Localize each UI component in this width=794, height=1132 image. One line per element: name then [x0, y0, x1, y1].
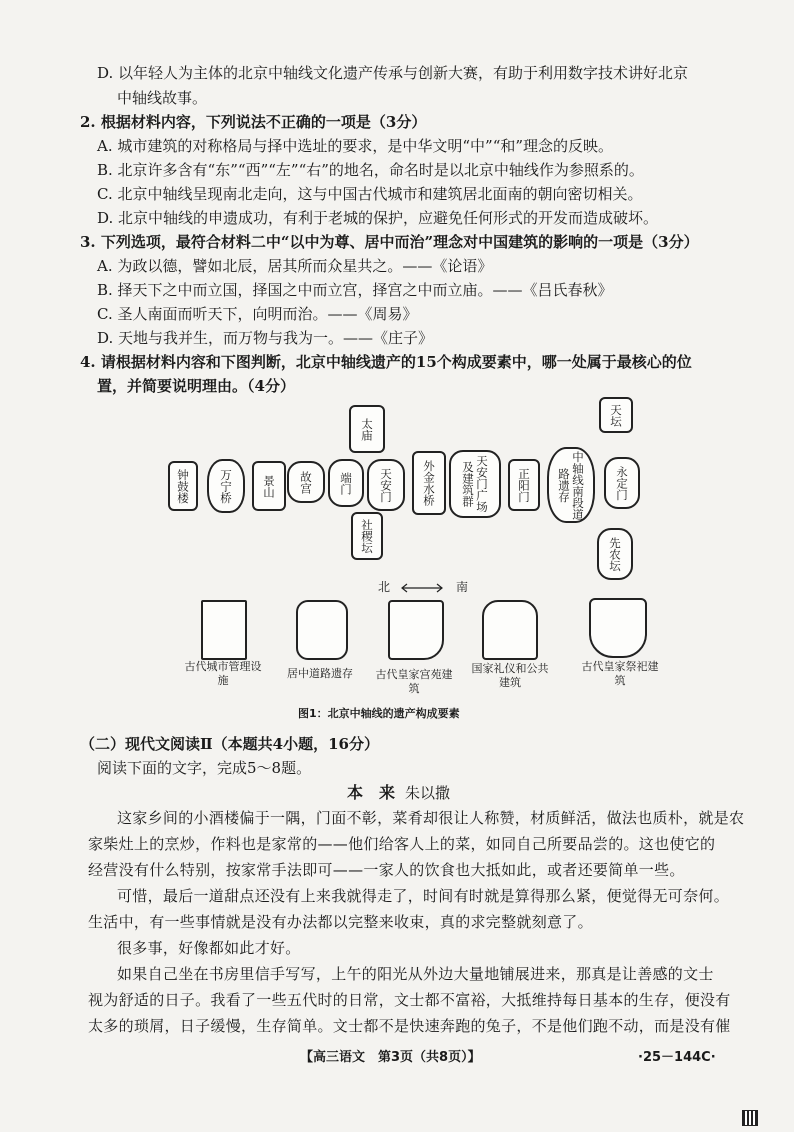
option-d-line2: 中轴线故事。: [117, 89, 208, 107]
passage-line: 如果自己坐在书房里信手写写，上午的阳光从外边大量地铺展进来，那真是让善感的文士: [117, 965, 714, 983]
q2-option-c: C. 北京中轴线呈现南北走向，这与中国古代城市和建筑居北面南的朝向密切相关。: [97, 185, 643, 203]
passage-line: 生活中，有一些事情就是没有办法都以完整来收束，真的求完整就刻意了。: [88, 913, 593, 931]
passage-line: 很多事，好像都如此才好。: [117, 939, 301, 957]
element-jingshan: 景山: [252, 461, 286, 511]
section-heading: （二）现代文阅读Ⅱ（本题共4小题，16分）: [80, 735, 379, 753]
q2-option-d: D. 北京中轴线的申遗成功，有利于老城的保护，应避免任何形式的开发而造成破坏。: [97, 209, 659, 227]
passage-title: 本 来: [347, 783, 396, 802]
element-waijinshuiqiao: 外金水桥: [412, 451, 446, 515]
element-wanningqiao: 万宁桥: [207, 459, 245, 513]
legend-label-ritual-public: 国家礼仪和公共建筑: [471, 662, 549, 689]
q3-option-a: A. 为政以德，譬如北辰，居其所而众星共之。——《论语》: [97, 257, 493, 275]
north-label: 北: [378, 580, 391, 594]
passage-line: 这家乡间的小酒楼偏于一隅，门面不彰，菜肴却很让人称赞，材质鲜活，做法也质朴，就是农: [117, 809, 745, 827]
element-shejitan: 社稷坛: [351, 512, 383, 560]
element-duanmen: 端门: [328, 459, 364, 507]
passage-line: 经营没有什么特别，按家常手法即可——一家人的饮食也大抵如此，或者还要简单一些。: [88, 861, 685, 879]
passage-line: 可惜，最后一道甜点还没有上来我就得走了，时间有时就是算得那么紧，便觉得无可奈何。: [117, 887, 730, 905]
direction-arrow-icon: [398, 582, 446, 594]
figure-caption: 图1：北京中轴线的遗产构成要素: [298, 707, 460, 720]
passage-line: 太多的琐屑，日子缓慢，生存简单。文士都不是快速奔跑的兔子，不是他们跑不动，而是没有催: [88, 1017, 731, 1035]
question-4-line1: 4. 请根据材料内容和下图判断，北京中轴线遗产的15个构成要素中，哪一处属于最核心的位: [80, 353, 692, 371]
element-tiananmen: 天安门: [367, 459, 405, 511]
question-2-stem: 2. 根据材料内容，下列说法不正确的一项是（3分）: [80, 113, 427, 131]
legend-shape-ritual-public: [482, 600, 538, 660]
legend-shape-sacrificial: [589, 598, 647, 658]
passage-author: 朱以撒: [405, 784, 451, 802]
element-tiantan: 天坛: [599, 397, 633, 433]
element-south-road-remains: 中轴线南段道路遗存: [547, 447, 595, 523]
q2-option-b: B. 北京许多含有“东”“西”“左”“右”的地名，命名时是以北京中轴线作为参照系的。: [97, 161, 644, 179]
element-xiannongtan: 先农坛: [597, 528, 633, 580]
option-d-line1: D. 以年轻人为主体的北京中轴线文化遗产传承与创新大赛，有助于利用数字技术讲好北京: [97, 64, 689, 82]
qr-code-icon: [742, 1110, 758, 1126]
element-tiananmen-square: 天安门广场及建筑群: [449, 450, 501, 518]
page-footer: 【高三语文 第3页（共8页）】: [300, 1050, 481, 1065]
q2-option-a: A. 城市建筑的对称格局与择中选址的要求，是中华文明“中”“和”理念的反映。: [97, 137, 614, 155]
question-4-line2: 置，并简要说明理由。（4分）: [97, 377, 295, 395]
legend-label-city-facility: 古代城市管理设施: [184, 660, 262, 687]
element-zhengyangmen: 正阳门: [508, 459, 540, 511]
passage-line: 家柴灶上的烹炒，作料也是家常的——他们给客人上的菜，如同自己所要品尝的。这也使它的: [88, 835, 716, 853]
q3-option-c: C. 圣人南面而听天下，向明而治。——《周易》: [97, 305, 418, 323]
legend-label-palace: 古代皇家宫苑建筑: [375, 668, 453, 695]
question-3-stem: 3. 下列选项，最符合材料二中“以中为尊、居中而治”理念对中国建筑的影响的一项是（3分）: [80, 233, 699, 251]
section-instruction: 阅读下面的文字，完成5～8题。: [97, 759, 312, 777]
element-zhonggulou: 钟鼓楼: [168, 461, 198, 511]
exam-code: ·25－144C·: [638, 1050, 716, 1065]
legend-shape-palace: [388, 600, 444, 660]
element-yongdingmen: 永定门: [604, 457, 640, 509]
q3-option-d: D. 天地与我并生，而万物与我为一。——《庄子》: [97, 329, 434, 347]
q3-option-b: B. 择天下之中而立国，择国之中而立宫，择宫之中而立庙。——《吕氏春秋》: [97, 281, 613, 299]
passage-line: 视为舒适的日子。我看了一些五代时的日常，文士都不富裕，大抵维持每日基本的生存，便没有: [88, 991, 731, 1009]
legend-shape-road-remains: [296, 600, 348, 660]
legend-shape-city-facility: [201, 600, 247, 660]
element-taimiao: 太庙: [349, 405, 385, 453]
south-label: 南: [456, 580, 469, 594]
legend-label-road-remains: 居中道路遗存: [287, 667, 353, 680]
legend-label-sacrificial: 古代皇家祭祀建筑: [581, 660, 659, 687]
element-gugong: 故宫: [287, 461, 325, 503]
